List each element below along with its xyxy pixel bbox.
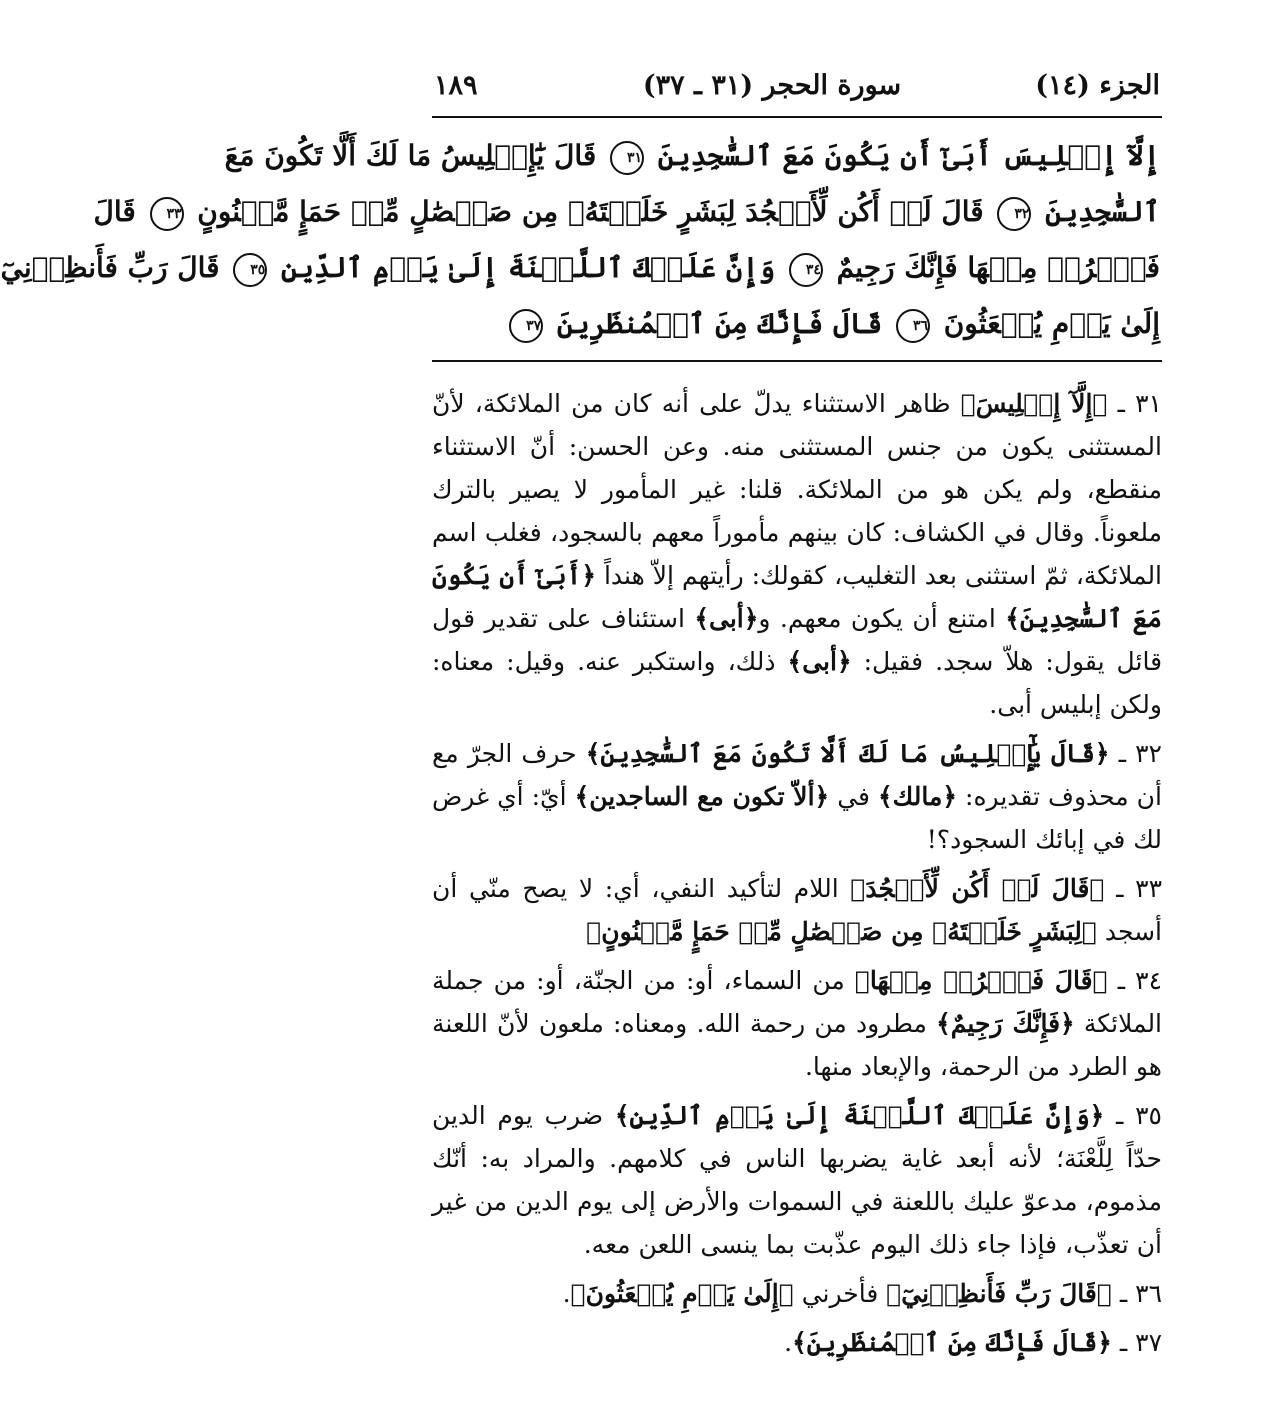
open-bracket: ﴿ [1096,1279,1112,1308]
commentary-text: . [784,1328,793,1357]
open-bracket: ﴿ [778,1279,794,1308]
verse-text: قَالَ [93,195,136,228]
verse-number: ٣٦ ـ [1119,1279,1162,1308]
verse-text: ٱلسَّٰجِدِينَ [1045,195,1160,228]
commentary-paragraph-37 [432,1321,1162,1364]
open-bracket: ﴿ [836,647,852,676]
open-bracket: ﴿ [1089,1101,1105,1130]
quran-line [0,240,1160,296]
quoted-word: أبى [709,604,744,633]
close-bracket: ﴾ [886,1279,902,1308]
open-bracket: ﴿ [1092,966,1108,995]
commentary-text: اللام لتأكيد النفي، أي: لا يصح منّي أن أسجد [432,874,1162,946]
quoted-verse: وَإِنَّ عَلَيۡكَ ٱللَّعۡنَةَ إِلَىٰ يَوۡمِ ٱلدِّينِ [629,1101,1090,1130]
quoted-verse: قَالَ رَبِّ فَأَنظِرۡنِيٓ [901,1279,1097,1308]
close-bracket: ﴾ [936,1009,951,1038]
verse-text: قَالَ يَٰٓإِبۡلِيسُ مَا لَكَ أَلَّا تَكُونَ مَعَ [224,139,597,172]
juz-label: الجزء (١٤) [1035,70,1160,101]
commentary-text: امتنع أن يكون معهم. و [758,604,996,633]
ayah-number-marker: ٣٤ [789,253,823,287]
quran-text-block [0,128,1162,362]
open-bracket: ﴿ [1094,739,1110,768]
commentary-text: ظاهر الاستثناء يدلّ على أنه كان من الملائكة، لأنّ المستثنى يكون من جنس المستثنى منه. وعن الحسن: أنّ الاستثناء منقطع، ولم يكن هو من الملائكة. قلنا: غير المأمور لا يصير بالترك ملعوناً. وقال في الكشاف: كان بينهم مأموراً معهم بالسجود، فغلب اسم الملائكة، ثمّ استثنى بعد التغليب، كقولك: رأيتهم إلاّ هنداً [432,389,1163,590]
open-bracket: ﴿ [942,782,958,811]
verse-text: إِلَّآ إِبۡلِيسَ أَبَىٰٓ أَن يَكُونَ مَعَ ٱلسَّٰجِدِينَ [657,139,1160,172]
quoted-verse: قَالَ لَمۡ أَكُن لِّأَسۡجُدَ [865,874,1090,903]
quran-line [224,128,1160,184]
close-bracket: ﴾ [1005,604,1020,633]
verse-text: وَإِنَّ عَلَيۡكَ ٱللَّعۡنَةَ إِلَىٰ يَوۡمِ ٱلدِّينِ [281,251,776,284]
close-bracket: ﴾ [570,1279,586,1308]
verse-number: ٣٧ ـ [1119,1328,1162,1357]
close-bracket: ﴾ [574,782,590,811]
ayah-number-marker: ٣٦ [896,309,930,343]
open-bracket: ﴿ [1060,1009,1075,1038]
open-bracket: ﴿ [581,561,596,590]
commentary-paragraph-35 [432,1094,1162,1266]
quoted-phrase: ألاّ تكون مع الساجدين [589,782,815,811]
quoted-word: مالك [892,782,943,811]
ayah-number-marker: ٣١ [610,141,644,175]
close-bracket: ﴾ [585,739,601,768]
quoted-verse: قَالَ فَٱخۡرُجۡ مِنۡهَا [869,966,1093,995]
quoted-verse: فَإِنَّكَ رَجِيمٌ [950,1009,1061,1038]
quoted-verse: قَالَ يَٰٓإِبۡلِيسُ مَا لَكَ أَلَّا تَكُونَ مَعَ ٱلسَّٰجِدِينَ [600,739,1095,768]
close-bracket: ﴾ [878,782,893,811]
close-bracket: ﴾ [694,604,709,633]
commentary-text: من السماء، أو: من الجنّة، أو: من جملة الملائكة [432,966,1163,1038]
verse-text: إِلَىٰ يَوۡمِ يُبۡعَثُونَ [943,307,1160,340]
commentary-section [432,382,1162,1364]
commentary-text: في [837,782,870,811]
commentary-text: مطرود من رحمة الله. ومعناه: ملعون لأنّ اللعنة هو الطرد من الرحمة، والإبعاد منها. [432,1009,1162,1081]
open-bracket: ﴿ [743,604,759,633]
commentary-text: ضرب يوم الدين حدّاً لِلَّعْنَة؛ لأنه أبعد غاية يضربها الناس في كلامهم. والمراد به: أنّك مذموم، مدعوّ عليك باللعنة في السموات والأرض إلى يوم الدين من غير أن تعذّب، فإذا جاء ذلك اليوم عذّبت بما ينسى اللعن معه. [432,1101,1162,1259]
ayah-number-marker: ٣٥ [233,253,267,287]
quoted-verse: إِلَّآ إِبۡلِيسَ [975,389,1093,418]
ayah-number-marker: ٣٢ [997,197,1031,231]
open-bracket: ﴿ [1097,1328,1112,1357]
close-bracket: ﴾ [854,966,870,995]
quran-line [434,296,1160,352]
verse-text: قَالَ لَمۡ أَكُن لِّأَسۡجُدَ لِبَشَرٍ خَلَقۡتَهُۥ مِن صَلۡصَٰلٍ مِّنۡ حَمَإٍ مَّسۡنُونٍ [197,195,984,228]
quran-line [93,184,1160,240]
close-bracket: ﴾ [787,647,803,676]
ayah-number-marker: ٣٣ [150,197,184,231]
verse-text: قَالَ فَإِنَّكَ مِنَ ٱلۡمُنظَرِينَ [556,307,883,340]
open-bracket: ﴿ [814,782,830,811]
verse-text: قَالَ رَبِّ فَأَنظِرۡنِيٓ [0,251,220,284]
quoted-verse: قَالَ فَإِنَّكَ مِنَ ٱلۡمُنظَرِينَ [806,1328,1098,1357]
commentary-text: ذلك، واستكبر عنه. وقيل: معناه: ولكن إبليس أبى. [432,647,1162,719]
quoted-verse: أَبَىٰٓ أَن يَكُونَ مَعَ ٱلسَّٰجِدِينَ [432,561,1162,633]
close-bracket: ﴾ [586,917,602,946]
commentary-paragraph-36 [432,1272,1162,1315]
commentary-text: حرف الجرّ مع أن محذوف تقديره: [432,739,1162,811]
open-bracket: ﴿ [1092,389,1108,418]
verse-number: ٣٤ ـ [1117,966,1163,995]
close-bracket: ﴾ [960,389,976,418]
page-header [432,70,1162,118]
book-page [0,70,1163,1370]
open-bracket: ﴿ [1089,874,1105,903]
ayah-number-marker: ٣٧ [509,309,543,343]
open-bracket: ﴿ [1081,917,1097,946]
commentary-paragraph-31 [432,382,1162,726]
verse-number: ٣٣ ـ [1116,874,1162,903]
commentary-text: فأخرني [801,1279,879,1308]
commentary-paragraph-33 [432,867,1162,953]
commentary-text: أيّ: أي غرض لك في إبائك السجود؟! [432,782,1162,854]
close-bracket: ﴾ [792,1328,807,1357]
page-number: ١٨٩ [434,70,478,101]
verse-number: ٣٥ ـ [1116,1101,1162,1130]
commentary-text: . [562,1279,571,1308]
quoted-verse: لِبَشَرٍ خَلَقۡتَهُۥ مِن صَلۡصَٰلٍ مِّنۡ حَمَإٍ مَّسۡنُونٍ [601,917,1082,946]
verse-number: ٣٢ ـ [1118,739,1162,768]
commentary-text: استئناف على تقدير قول قائل يقول: هلاّ سجد. فقيل: [432,604,1163,676]
quoted-verse: إِلَىٰ يَوۡمِ يُبۡعَثُونَ [585,1279,779,1308]
commentary-paragraph-34 [432,959,1162,1088]
commentary-paragraph-32 [432,732,1162,861]
quoted-word: أبى [802,647,837,676]
verse-text: فَٱخۡرُجۡ مِنۡهَا فَإِنَّكَ رَجِيمٌ [836,251,1160,284]
close-bracket: ﴾ [614,1101,630,1130]
verse-number: ٣١ ـ [1117,389,1162,418]
surah-title: سورة الحجر (٣١ ـ ٣٧) [642,70,902,101]
close-bracket: ﴾ [850,874,866,903]
